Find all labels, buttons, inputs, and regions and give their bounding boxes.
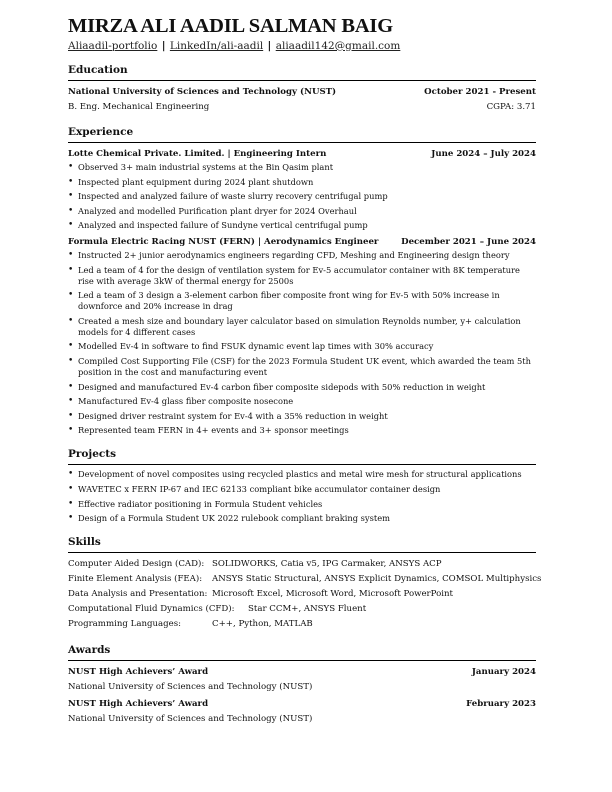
skill-label: Finite Element Analysis (FEA): — [68, 574, 203, 585]
project-item: • Development of novel composites using recycled plastics and metal wire mesh for structural applications — [78, 469, 536, 480]
skill-value: Microsoft Excel, Microsoft Word, Microsoft PowerPoint — [212, 589, 454, 600]
separator: | — [267, 40, 272, 52]
project-item: • WAVETEC x FERN IP-67 and IEC 62133 compliant bike accumulator container design — [78, 484, 536, 495]
education-dates: October 2021 - Present — [424, 87, 536, 97]
skill-row — [68, 602, 536, 617]
award-org: National University of Sciences and Technology (NUST) — [68, 681, 313, 692]
bullet-item: • Analyzed and modelled Purification plant dryer for 2024 Overhaul — [78, 206, 536, 217]
award-row — [68, 697, 536, 712]
bullet-item: • Created a mesh size and boundary layer calculator based on simulation Reynolds number, y+ calculation models for 4 different cases — [78, 316, 536, 338]
section-heading-education: Education — [68, 64, 536, 81]
job-header — [68, 235, 536, 249]
bullet-item: • Analyzed and inspected failure of Sundyne vertical centrifugal pump — [78, 220, 536, 231]
project-item: • Design of a Formula Student UK 2022 rulebook compliant braking system — [78, 513, 536, 524]
candidate-name: MIRZA ALI AADIL SALMAN BAIG — [68, 15, 393, 37]
skill-value: C++, Python, MATLAB — [212, 619, 313, 630]
bullet-item: • Observed 3+ main industrial systems at the Bin Qasim plant — [78, 162, 536, 173]
bullet-item: • Designed driver restraint system for Ev-4 with a 35% reduction in weight — [78, 411, 536, 422]
skill-label: Programming Languages: — [68, 619, 182, 630]
bullet-item: • Manufactured Ev-4 glass fiber composite nosecone — [78, 396, 536, 407]
skill-row — [68, 617, 536, 632]
education-row — [68, 85, 536, 100]
bullet-item: • Instructed 2+ junior aerodynamics engineers regarding CFD, Meshing and Engineering design theory — [78, 250, 536, 261]
bullet-item: • Inspected and analyzed failure of waste slurry recovery centrifugal pump — [78, 191, 536, 202]
job-dates: December 2021 – June 2024 — [401, 236, 536, 247]
project-list — [68, 469, 536, 524]
cgpa: CGPA: 3.71 — [486, 101, 536, 112]
award-org: National University of Sciences and Technology (NUST) — [68, 713, 313, 724]
award-name: NUST High Achievers’ Award — [68, 667, 209, 678]
bullet-item: • Modelled Ev-4 in software to find FSUK dynamic event lap times with 30% accuracy — [78, 341, 536, 352]
contact-links — [68, 39, 536, 53]
skill-label: Computational Fluid Dynamics (CFD): — [68, 604, 235, 615]
job-title: Lotte Chemical Private. Limited. | Engineering Intern — [68, 149, 327, 159]
job-bullets — [68, 162, 536, 231]
bullet-item: • Inspected plant equipment during 2024 plant shutdown — [78, 177, 536, 188]
skill-label: Computer Aided Design (CAD): — [68, 559, 205, 570]
portfolio-link[interactable]: Aliaadil-portfolio — [68, 40, 158, 52]
award-name: NUST High Achievers’ Award — [68, 699, 209, 710]
school-name: National University of Sciences and Technology (NUST) — [68, 87, 337, 97]
bullet-item: • Designed and manufactured Ev-4 carbon fiber composite sidepods with 50% reduction in weight — [78, 382, 536, 393]
section-heading-awards: Awards — [68, 644, 536, 661]
skill-label: Data Analysis and Presentation: — [68, 589, 208, 600]
linkedin-link[interactable]: LinkedIn/ali-aadil — [169, 40, 264, 52]
email-link[interactable]: aliaadil142@gmail.com — [275, 40, 401, 52]
degree-row — [68, 100, 536, 115]
skill-value: Star CCM+, ANSYS Fluent — [248, 604, 367, 615]
separator: | — [161, 40, 166, 52]
section-heading-skills: Skills — [68, 536, 536, 553]
award-date: January 2024 — [471, 667, 536, 678]
job-dates: June 2024 – July 2024 — [431, 149, 536, 159]
award-date: February 2023 — [466, 699, 536, 710]
skill-row — [68, 572, 542, 587]
bullet-item: • Led a team of 3 design a 3-element carbon fiber composite front wing for Ev-5 with 50% increase in downforce and 20% increase in drag — [78, 290, 536, 312]
degree-name: B. Eng. Mechanical Engineering — [68, 101, 210, 112]
skill-row — [68, 557, 536, 572]
section-heading-projects: Projects — [68, 448, 536, 465]
job-bullets — [68, 250, 536, 436]
job-header — [68, 147, 536, 161]
skill-value: SOLIDWORKS, Catia v5, IPG Carmaker, ANSYS ACP — [212, 559, 442, 570]
section-heading-experience: Experience — [68, 126, 536, 143]
skill-value: ANSYS Static Structural, ANSYS Explicit Dynamics, COMSOL Multiphysics — [212, 574, 542, 585]
job-title: Formula Electric Racing NUST (FERN) | Aerodynamics Engineer — [68, 236, 379, 247]
skill-row — [68, 587, 536, 602]
bullet-item: • Compiled Cost Supporting File (CSF) for the 2023 Formula Student UK event, which awarded the team 5th position in the cost and manufacturing event — [78, 356, 536, 378]
bullet-item: • Represented team FERN in 4+ events and 3+ sponsor meetings — [78, 425, 536, 436]
project-item: • Effective radiator positioning in Formula Student vehicles — [78, 499, 536, 510]
award-row — [68, 665, 536, 680]
resume-page — [68, 14, 542, 729]
bullet-item: • Led a team of 4 for the design of ventilation system for Ev-5 accumulator container with 8K temperature rise with average 3kW of thermal energy for 2500s — [78, 265, 536, 287]
